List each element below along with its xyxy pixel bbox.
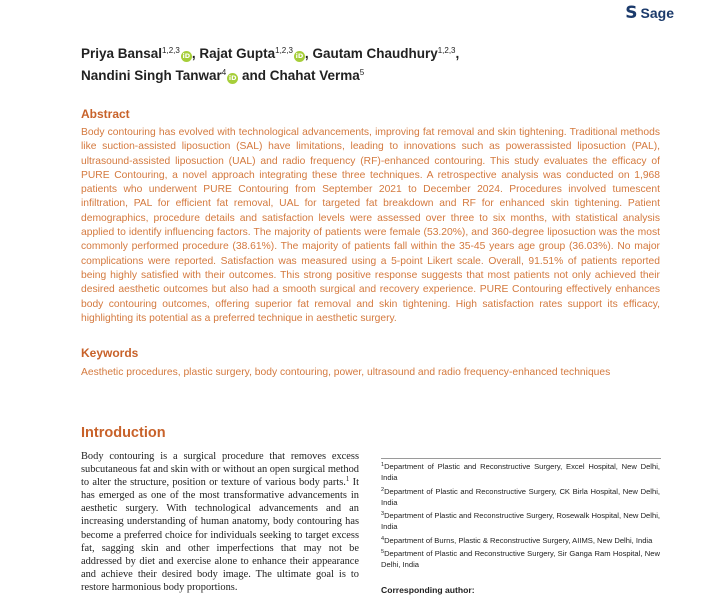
orcid-icon[interactable]: iD [295, 52, 304, 60]
author-5: Chahat Verma$^5$ [269, 68, 365, 83]
keywords-heading: Keywords [81, 346, 139, 360]
publisher-logo [625, 3, 674, 23]
affiliation-5: $^5$Department of Plastic and Reconstructive Surgery, Sir Ganga Ram Hospital, New Delhi, India [381, 549, 660, 570]
abstract-heading: Abstract [81, 107, 130, 121]
citation-ref[interactable]: 1 [345, 475, 350, 484]
author-3: Gautam Chaudhury$^{1,2,3}$ [312, 46, 456, 61]
affiliations [381, 461, 660, 573]
author-4: Nandini Singh Tanwar$^4$iD [81, 68, 237, 83]
orcid-icon[interactable]: iD [228, 74, 237, 82]
orcid-icon[interactable]: iD [182, 52, 191, 60]
author-list: Priya Bansal$^{1,2,3}$iD , Rajat Gupta$^{1,2,3}$iD , Gautam Chaudhury$^{1,2,3}$, Nandini Singh Tanwar$^4$iD and Chahat Verma$^5$ [81, 46, 460, 83]
affiliation-2: $^2$Department of Plastic and Reconstructive Surgery, CK Birla Hospital, New Delhi, India [381, 486, 660, 507]
author-1: Priya Bansal$^{1,2,3}$iD [81, 46, 191, 61]
author-2: Rajat Gupta$^{1,2,3}$iD [199, 46, 304, 61]
introduction-heading: Introduction [81, 425, 166, 441]
sage-s-icon: S [625, 3, 638, 23]
footnote-divider [381, 458, 661, 459]
affiliation-4: $^4$Department of Burns, Plastic & Reconstructive Surgery, AIIMS, New Delhi, India [381, 535, 653, 545]
abstract-body: Body contouring has evolved with technological advancements, improving fat removal and skin tightening. Traditional methods like suction-assisted liposuction (SAL) have limitations, leading to innovations such as powerassisted liposuction (PAL), ultrasound-assisted liposuction (UAL) and radio frequency (RF)-enhanced contouring. This study evaluates the efficacy of PURE Contouring, a novel approach integrating these three techniques. A retrospective analysis was conducted on 1,968 patients who underwent PURE Contouring from September 2021 to December 2024. Procedures involved tumescent infiltration, PAL for efficient fat removal, UAL for targeted fat breakdown and RF for enhanced skin tightening. Patient demographics, procedure details and satisfaction levels were assessed over three to six months, with statistical analysis applied to identify influencing factors. The majority of patients were female (53.20%), and 360-degree liposuction was the most commonly performed procedure (38.61%). The majority of patients fall within the 35-45 years age group (36.03%). No major complications were reported. Satisfaction was measured using a 5-point Likert scale. Overall, 91.51% of patients reported being highly satisfied with their outcomes. This strong positive response suggests that most patients not only achieved their desired aesthetic outcomes but also had a smooth surgical and recovery experience. PURE Contouring effectively enhances body contouring outcomes, offering superior fat removal and skin tightening. High satisfaction rates support its efficacy, highlighting its potential as a preferred technique in aesthetic surgery. [81, 127, 660, 324]
affiliation-3: $^3$Department of Plastic and Reconstructive Surgery, Rosewalk Hospital, New Delhi, India [381, 511, 660, 532]
publisher-name: Sage [640, 5, 674, 21]
keywords-list: Aesthetic procedures, plastic surgery, body contouring, power, ultrasound and radio frequency-enhanced techniques [81, 367, 611, 378]
introduction-body: Body contouring is a surgical procedure that removes excess subcutaneous fat and skin with or without an open surgical method to alter the structure, position or texture of various body parts.$^1$ It has emerged as one of the most transformative advancements in aesthetic surgery. With technological advancements and an increasing understanding of human anatomy, body contouring has become a preferred choice for individuals seeking to target excess fat, sagging skin and other imperfections that may not be addressed by diet and exercise alone to enhance their appearance and achieve their desired body image. The ultimate goal is to restore harmonious body proportions. [81, 451, 359, 593]
affiliation-1: $^1$Department of Plastic and Reconstructive Surgery, Excel Hospital, New Delhi, India [381, 462, 660, 482]
corresponding-author-label: Corresponding author: [381, 585, 475, 595]
